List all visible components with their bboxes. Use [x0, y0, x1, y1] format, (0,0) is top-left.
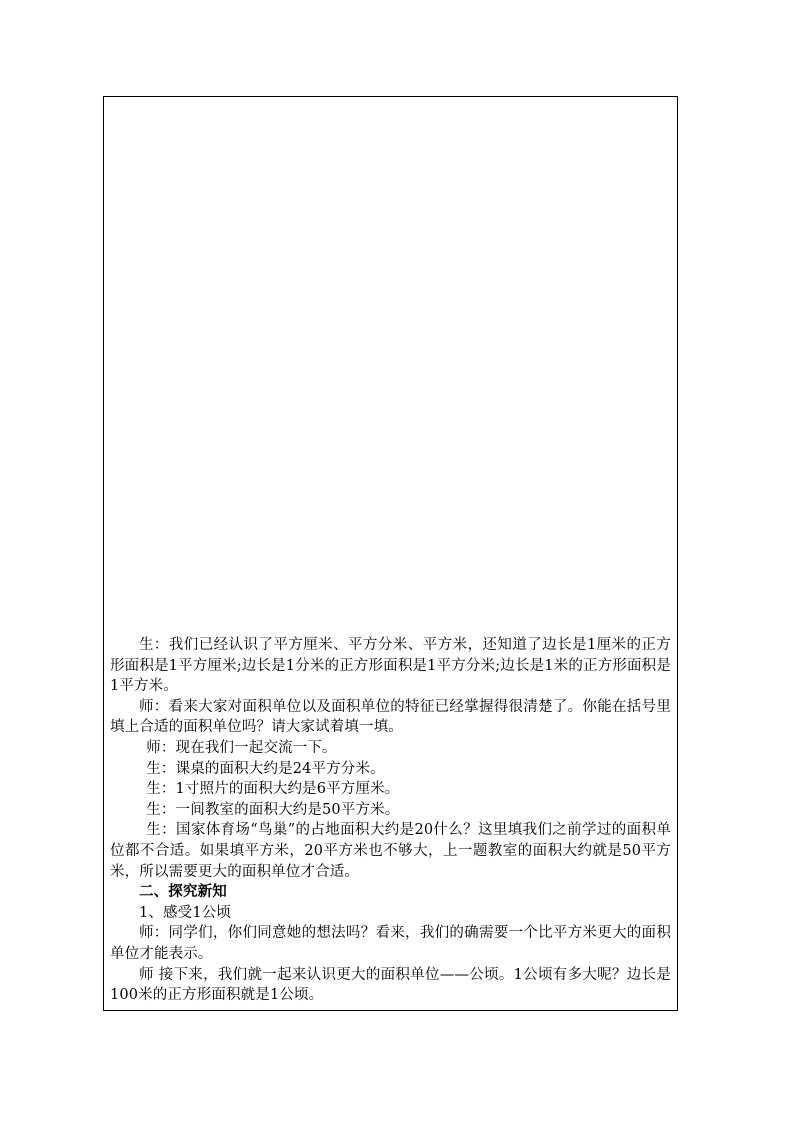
- paragraph-student-classroom: 生：一间教室的面积大约是50平方米。: [146, 801, 400, 818]
- lesson-text: [110, 635, 671, 1006]
- paragraph-teacher-agree: 师：同学们，你们同意她的想法吗？看来，我们的确需要一个比平方米更大的面积单位才能表示。: [110, 925, 671, 962]
- paragraph-teacher-hectare: 师 接下来，我们就一起来认识更大的面积单位——公顷。1公顷有多大呢？边长是100米的正方形面积就是1公顷。: [110, 966, 671, 1004]
- paragraph-teacher-exchange: 师：现在我们一起交流一下。: [146, 739, 337, 756]
- paragraph-student-review: 生：我们已经认识了平方厘米、平方分米、平方米，还知道了边长是1厘米的正方形面积是1平方厘米;边长是1分米的正方形面积是1平方分米;边长是1米的正方形面积是1平方米。: [110, 637, 671, 695]
- paragraph-student-desk: 生：课桌的面积大约是24平方分米。: [146, 760, 385, 777]
- section-heading-explore: 二、探究新知: [139, 883, 227, 901]
- paragraph-student-birdsnest: 生：国家体育场“鸟巢”的占地面积大约是20什么？这里填我们之前学过的面积单位都不合适。如果填平方米，20平方米也不够大，上一题教室的面积大约就是50平方米，所以需要更大的面积单位才合适。: [110, 822, 671, 880]
- subsection-heading-hectare: 1、感受1公顷: [139, 904, 232, 921]
- paragraph-student-photo: 生：1寸照片的面积大约是6平方厘米。: [146, 781, 400, 798]
- table-cell-frame: [103, 96, 678, 1011]
- paragraph-teacher-prompt: 师：看来大家对面积单位以及面积单位的特征已经掌握得很清楚了。你能在括号里填上合适的面积单位吗？请大家试着填一填。: [110, 698, 671, 736]
